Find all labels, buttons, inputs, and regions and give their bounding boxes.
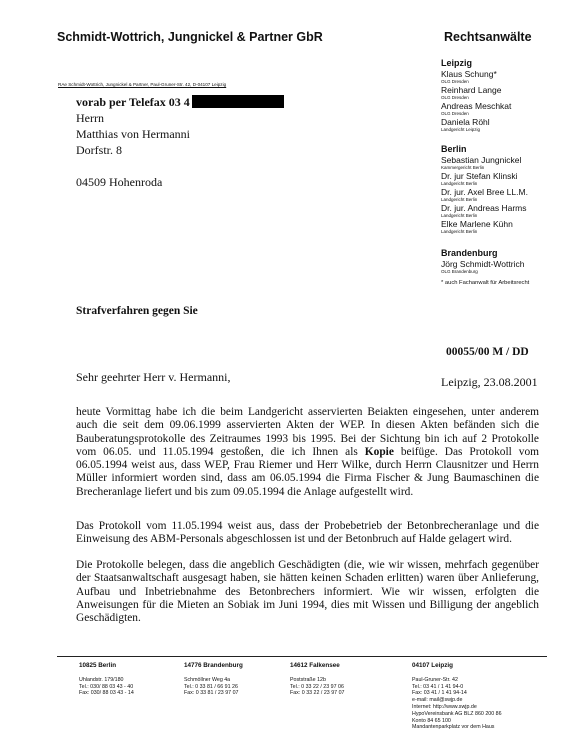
- partner-court: OLG Brandenburg: [441, 269, 478, 274]
- partner-name: Elke Marlene Kühn: [441, 219, 513, 229]
- firm-name: Schmidt-Wottrich, Jungnickel & Partner GbR: [57, 30, 323, 44]
- partner-name: Dr. jur. Andreas Harms: [441, 203, 527, 213]
- letter-subject: Strafverfahren gegen Sie: [76, 305, 198, 317]
- address-city: 04509 Hohenroda: [76, 175, 163, 189]
- partner-court: Landgericht Berlin: [441, 197, 478, 202]
- letter-date: Leipzig, 23.08.2001: [441, 375, 538, 389]
- office-leipzig: Leipzig: [441, 58, 472, 68]
- footer-divider: [57, 656, 547, 657]
- partner-court: Landgericht Leipzig: [441, 127, 481, 132]
- office-brandenburg: Brandenburg: [441, 248, 498, 258]
- address-salutation: Herrn: [76, 111, 104, 125]
- emphasis-kopie: Kopie: [364, 445, 394, 458]
- partner-court: Landgericht Berlin: [441, 213, 478, 218]
- partner-sidebar: [441, 58, 571, 286]
- footer-office-berlin: 10825 Berlin Uhlandstr. 179/180 Tel.: 030/ 88 03 43 - 40 Fax: 030/ 88 03 43 - 14: [79, 662, 134, 697]
- redacted-fax-number: [192, 95, 284, 108]
- partner-name: Jörg Schmidt-Wottrich: [441, 259, 525, 269]
- partner-name: Daniela Röhl: [441, 117, 490, 127]
- partner-name: Andreas Meschkat: [441, 101, 512, 111]
- footnote: * auch Fachanwalt für Arbeitsrecht: [441, 280, 530, 286]
- fax-line: vorab per Telefax 03 4: [76, 94, 284, 110]
- sender-line: RAe Schmidt-Wottrich, Jungnickel & Partner, Paul-Gruner-Str. 42, D-04107 Leipzig: [58, 82, 227, 87]
- footer-office-brandenburg: 14776 Brandenburg Schmöllner Weg 4a Tel.: 0 33 81 / 66 91 26 Fax: 0 33 81 / 23 97 07: [184, 662, 243, 697]
- partner-name: Sebastian Jungnickel: [441, 155, 522, 165]
- address-name: Matthias von Hermanni: [76, 127, 190, 141]
- reference-number: 00055/00 M / DD: [446, 346, 529, 358]
- partner-name: Klaus Schung*: [441, 69, 497, 79]
- footer-office-leipzig: 04107 Leipzig Paul-Gruner-Str. 42 Tel.: 03 41 / 1 41 94-0 Fax: 03 41 / 1 41 94-14 e-mail: mail@swjp.de Internet: http://www.swjp.de HypoVereinsbank AG BLZ 860 200 86 Konto 84 65 100 Mandantenparkplatz vor dem Haus: [412, 662, 502, 731]
- partner-name: Dr. jur Stefan Klinski: [441, 171, 518, 181]
- address-street: Dorfstr. 8: [76, 143, 122, 157]
- greeting: Sehr geehrter Herr v. Hermanni,: [76, 370, 231, 384]
- office-berlin: Berlin: [441, 144, 467, 154]
- body-paragraph-2: Das Protokoll vom 11.05.1994 weist aus, dass der Probebetrieb der Betonbrecheranlage und die Einweisung des ABM-Personals abgeschlossen ist und der Betonbruch auf Halde gelagert wird.: [76, 520, 539, 546]
- partner-name: Dr. jur. Axel Bree LL.M.: [441, 187, 528, 197]
- body-paragraph-1: heute Vormittag habe ich die beim Landgericht asservierten Beiakten eingesehen, unter anderem auch die seit dem 09.06.1999 asservierten Akten der WEP. In diesen Akten befänden sich die Bauberatungsprotokolle des Zeitraumes 1993 bis 1995. Bei der Sichtung bin ich auf 2 Protokolle vom 06.05. und 11.05.1994 gestoßen, die ich Ihnen als Kopie beifüge. Das Protokoll vom 06.05.1994 weist aus, dass WEP, Frau Riemer und Herr Wilke, durch Herrn Clausnitzer und Herrn Müller informiert worden sind, dass am 06.05.1994 die Firma Fischer & Jung Baumaschinen die Brecheranlage liefert und bis zum 09.05.1994 die Anlage aufgestellt wird.: [76, 406, 539, 498]
- partner-court: Landgericht Berlin: [441, 181, 478, 186]
- partner-court: Landgericht Berlin: [441, 229, 478, 234]
- partner-court: Kammergericht Berlin: [441, 165, 485, 170]
- partner-name: Reinhard Lange: [441, 85, 502, 95]
- footer-office-falkensee: 14612 Falkensee Poststraße 12b Tel.: 0 33 22 / 23 97 06 Fax: 0 33 22 / 23 97 07: [290, 662, 345, 697]
- firm-title: Rechtsanwälte: [444, 30, 532, 44]
- partner-court: OLG Dresden: [441, 95, 469, 100]
- recipient-address: [76, 94, 284, 190]
- body-paragraph-3: Die Protokolle belegen, dass die angeblich Geschädigten (die, wie wir wissen, mehrfach gegenüber der Staatsanwaltschaft ausgesagt haben, sie hätten keinen Schaden erlitten) waren über Anlieferung, Aufbau und Inbetriebnahme des Betonbrechers informiert. Wie wir wissen, erfolgten die Anweisungen für die Mieten an Sobiak im Juni 1994, dies mit Wissen und Billigung der angeblich Geschädigten.: [76, 559, 539, 625]
- partner-court: OLG Dresden: [441, 111, 469, 116]
- partner-court: OLG Dresden: [441, 79, 469, 84]
